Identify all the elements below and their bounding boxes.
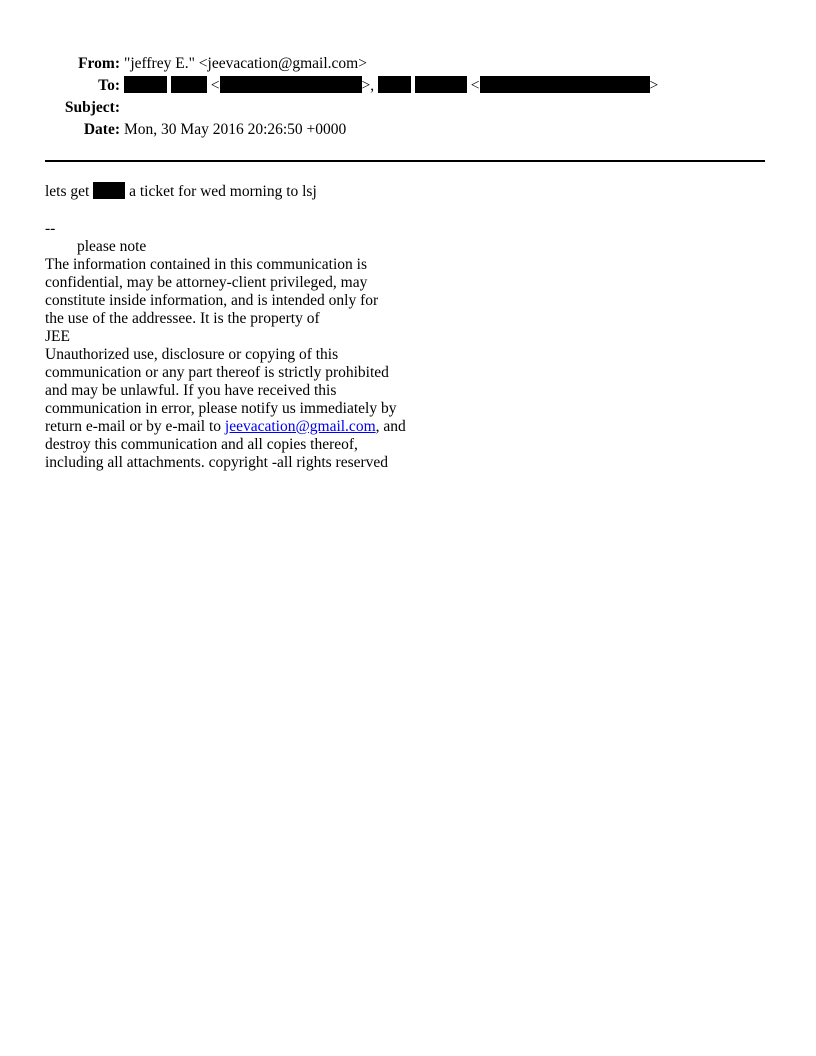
disclaimer-line: Unauthorized use, disclosure or copying of this	[45, 346, 339, 363]
redaction-block	[415, 76, 467, 93]
from-value: "jeffrey E." <jeevacation@gmail.com>	[124, 55, 367, 72]
from-row	[0, 53, 816, 75]
from-label: From:	[78, 55, 120, 72]
link-line-pre: return e-mail or by e-mail to	[45, 418, 225, 435]
disclaimer-line: communication in error, please notify us immediately by	[45, 400, 397, 417]
message-line	[45, 182, 505, 202]
disclaimer-line: constitute inside information, and is intended only for	[45, 292, 379, 309]
disclaimer-line: The information contained in this communication is	[45, 256, 367, 273]
email-link[interactable]: jeevacation@gmail.com	[224, 418, 376, 435]
to-value	[124, 75, 658, 97]
subject-row	[0, 97, 816, 119]
to-bracket-open-2: <	[466, 77, 480, 94]
link-line-post: , and	[375, 418, 406, 435]
date-value: Mon, 30 May 2016 20:26:50 +0000	[124, 121, 347, 138]
email-body	[45, 182, 505, 472]
disclaimer-line: including all attachments. copyright -all rights reserved	[45, 454, 389, 471]
disclaimer-line: JEE	[45, 328, 70, 345]
to-label: To:	[98, 77, 120, 94]
subject-label: Subject:	[64, 99, 120, 116]
date-label: Date:	[83, 121, 120, 138]
header-divider	[45, 160, 765, 162]
signature-dashes: --	[45, 220, 56, 237]
to-bracket-open: <	[210, 77, 220, 94]
disclaimer-line: the use of the addressee. It is the property of	[45, 310, 320, 327]
message-post: a ticket for wed morning to lsj	[125, 183, 317, 200]
to-row	[0, 75, 816, 97]
redaction-block	[220, 76, 362, 93]
signature-note: please note	[77, 238, 147, 255]
to-separator: >,	[361, 77, 378, 94]
message-pre: lets get	[45, 183, 90, 200]
date-row	[0, 119, 816, 141]
redaction-block	[124, 76, 167, 93]
redaction-block	[171, 76, 207, 93]
disclaimer-line: destroy this communication and all copies thereof,	[45, 436, 358, 453]
email-header	[0, 53, 816, 141]
disclaimer-line: communication or any part thereof is strictly prohibited	[45, 364, 389, 381]
redaction-block	[93, 182, 125, 199]
disclaimer-line: confidential, may be attorney-client privileged, may	[45, 274, 368, 291]
disclaimer-line: and may be unlawful. If you have received this	[45, 382, 337, 399]
redaction-block	[378, 76, 411, 93]
disclaimer-link-line	[45, 418, 505, 436]
to-bracket-close: >	[649, 77, 659, 94]
redaction-block	[480, 76, 650, 93]
